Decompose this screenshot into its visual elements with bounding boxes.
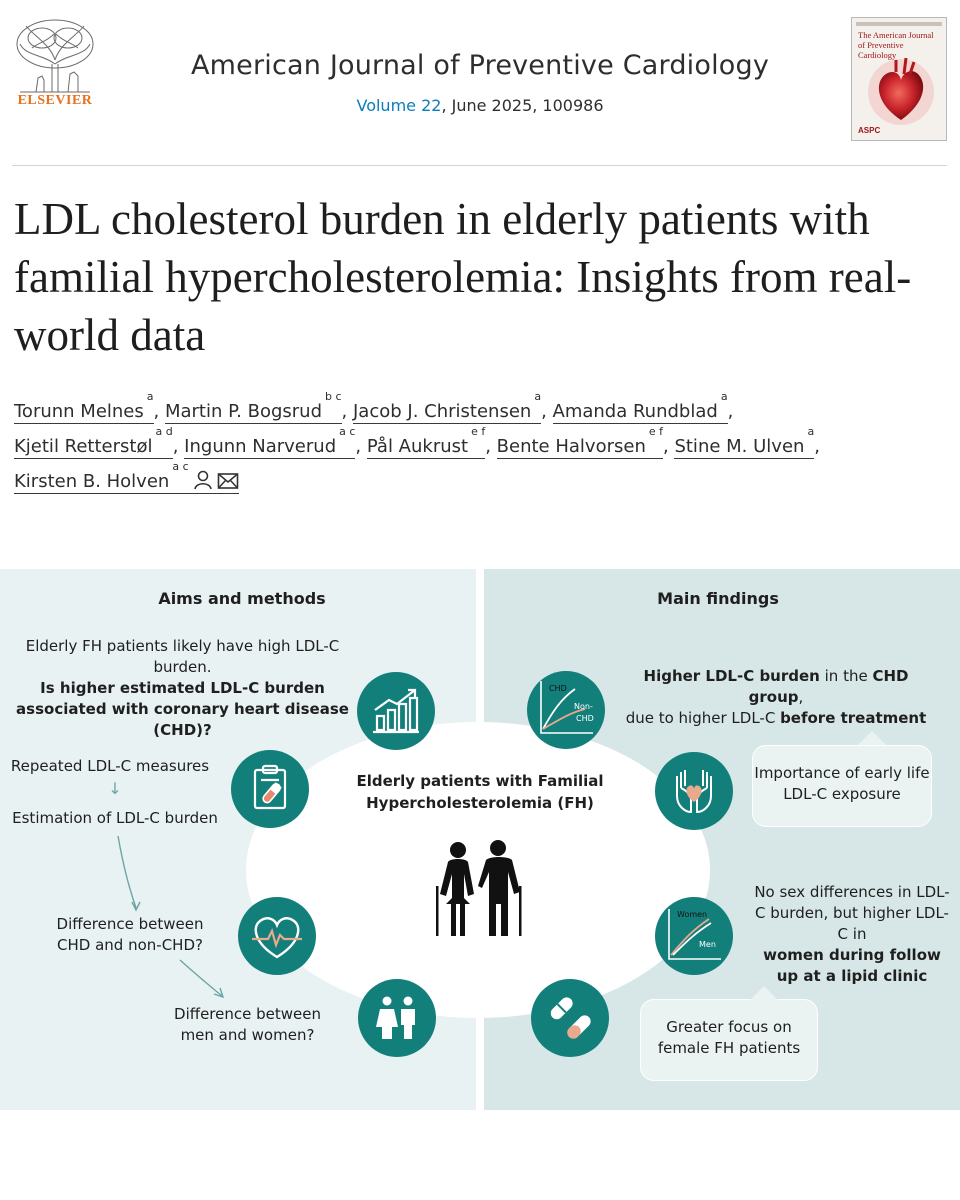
aims-methods-heading: Aims and methods [158, 589, 326, 608]
author-list: Torunn Melnes$^a$, Martin P. Bogsrud$^{b c}$, Jacob J. Christensen$^a$, Amanda Rundblad$^a$, Kjetil Retterstøl$^{a d}$, Ingunn Narverud$^{a c}$, Pål Aukrust$^{e f}$, Bente Halvorsen$^{e f}$, Stine M. Ulven$^a$, Kirsten B. Holven$^{a c}$ [14, 390, 820, 492]
person-icon [193, 470, 213, 490]
author-link[interactable]: Ingunn Narverud$^{a c}$ [184, 425, 356, 457]
journal-name[interactable]: American Journal of Preventive Cardiology [190, 50, 770, 81]
finding-chd-burden: Higher LDL-C burden in the CHD group, due to higher LDL-C before treatment [625, 667, 927, 727]
envelope-icon [217, 472, 239, 490]
center-title: Elderly patients with Familial Hypercholesterolemia (FH) [356, 772, 604, 812]
author-link[interactable]: Jacob J. Christensen$^a$ [353, 390, 542, 422]
callout-early-exposure: Importance of early life LDL-C exposure [752, 745, 932, 827]
chd-label: CHD [549, 684, 567, 693]
pill-capsule-icon [531, 979, 609, 1057]
cover-title: The American Journal of Preventive Cardiology [858, 30, 934, 60]
callout-female-focus: Greater focus on female FH patients [640, 999, 818, 1081]
clipboard-test-tube-icon [231, 750, 309, 828]
header-divider [12, 165, 947, 166]
heart-ecg-icon [238, 897, 316, 975]
author-link[interactable]: Kjetil Retterstøl$^{a d}$ [14, 425, 173, 457]
aims-question: Is higher estimated LDL-C burden associated with coronary heart disease (CHD)? [16, 679, 349, 739]
question-sex-difference: Difference between men and women? [174, 1005, 321, 1044]
cover-top-bar [856, 22, 942, 26]
article-title: LDL cholesterol burden in elderly patients with familial hypercholesterolemia: Insights from real-world data [14, 194, 912, 360]
men-label: Men [699, 940, 716, 949]
finding-sex-differences: No sex differences in LDL-C burden, but higher LDL-C in women during follow up at a lipid clinic [754, 883, 950, 985]
bar-chart-growth-icon [357, 672, 435, 750]
man-woman-icon [358, 979, 436, 1057]
elderly-couple-icon [424, 838, 534, 938]
author-link[interactable]: Pål Aukrust$^{e f}$ [366, 425, 486, 457]
chd-line-chart-icon [527, 671, 605, 749]
issue-details: , June 2025, 100986 [441, 96, 604, 115]
corresponding-author-link[interactable]: Kirsten B. Holven$^{a c}$ [14, 471, 239, 494]
arrow-down-icon: ↓ [108, 779, 122, 798]
elsevier-wordmark[interactable]: ELSEVIER [17, 93, 93, 108]
women-label: Women [677, 910, 708, 919]
hands-heart-icon [655, 752, 733, 830]
non-label: Non- [574, 702, 593, 711]
author-link[interactable]: Stine M. Ulven$^a$ [674, 425, 815, 457]
callout-notch [750, 986, 778, 1000]
volume-link[interactable]: Volume 22 [356, 96, 442, 115]
journal-cover-thumbnail[interactable] [851, 17, 947, 141]
journal-header [0, 0, 960, 168]
non-chd-label: CHD [576, 714, 594, 723]
author-link[interactable]: Torunn Melnes$^a$ [14, 390, 154, 422]
method-step-burden: Estimation of LDL-C burden [12, 809, 218, 827]
cover-society-logo: ASPC [858, 126, 881, 135]
aims-intro: Elderly FH patients likely have high LDL-C burden. Is higher estimated LDL-C burden associated with coronary heart disease (CHD)? [16, 637, 349, 739]
author-link[interactable]: Bente Halvorsen$^{e f}$ [496, 425, 663, 457]
issue-info [140, 96, 820, 115]
callout-notch [858, 731, 886, 745]
method-step-measures: Repeated LDL-C measures [10, 757, 210, 775]
women-men-line-chart-icon [655, 897, 733, 975]
question-chd-difference: Difference between CHD and non-CHD? [56, 915, 204, 954]
heart-illustration [866, 52, 936, 128]
main-findings-heading: Main findings [657, 589, 779, 608]
author-link[interactable]: Martin P. Bogsrud$^{b c}$ [164, 390, 342, 422]
author-link[interactable]: Amanda Rundblad$^a$ [552, 390, 728, 422]
